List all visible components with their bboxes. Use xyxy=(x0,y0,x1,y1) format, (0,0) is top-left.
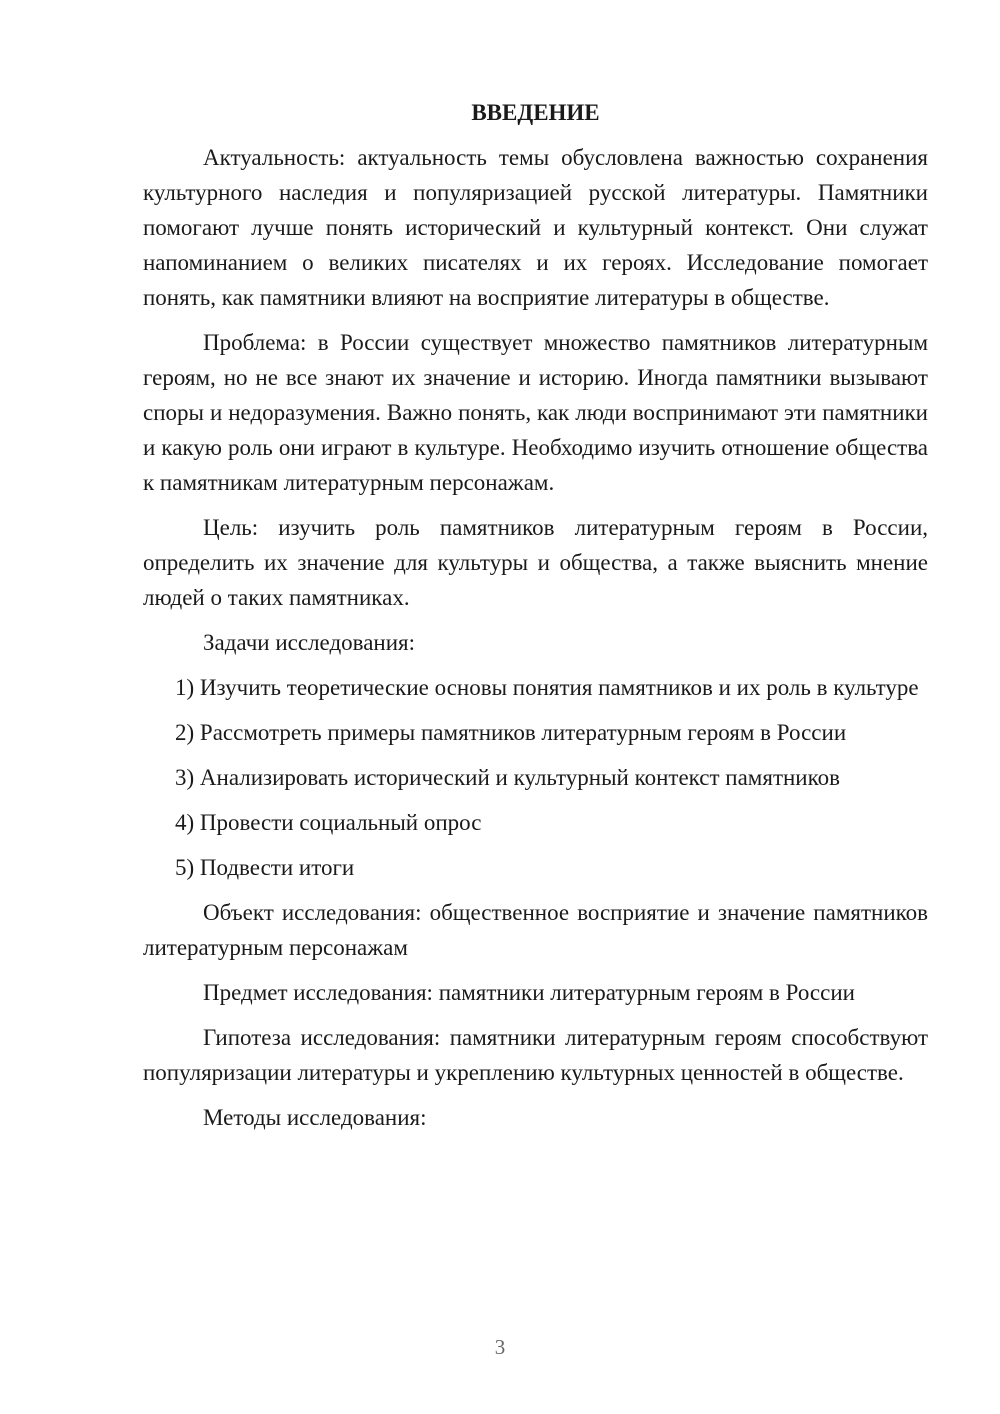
goal-paragraph: Цель: изучить роль памятников литературным героям в России, определить их значение для культуры и общества, а также выяснить мнение людей о таких памятниках. xyxy=(143,515,928,610)
task-item: 2) Рассмотреть примеры памятников литературным героям в России xyxy=(175,720,847,745)
task-item: 5) Подвести итоги xyxy=(175,855,355,880)
task-item: 4) Провести социальный опрос xyxy=(175,810,482,835)
page-content xyxy=(143,95,928,1145)
object-paragraph: Объект исследования: общественное восприятие и значение памятников литературным персонажам xyxy=(143,900,928,960)
task-item: 1) Изучить теоретические основы понятия памятников и их роль в культуре xyxy=(175,675,919,700)
problem-paragraph: Проблема: в России существует множество памятников литературным героям, но не все знают их значение и историю. Иногда памятники вызывают споры и недоразумения. Важно понять, как люди воспринимают эти памятники и какую роль они играют в культуре. Необходимо изучить отношение общества к памятникам литературным персонажам. xyxy=(143,330,928,495)
hypothesis-paragraph: Гипотеза исследования: памятники литературным героям способствуют популяризации литературы и укреплению культурных ценностей в обществе. xyxy=(143,1025,928,1085)
section-title: ВВЕДЕНИЕ xyxy=(471,100,600,125)
tasks-heading: Задачи исследования: xyxy=(203,630,416,655)
methods-heading: Методы исследования: xyxy=(203,1105,427,1130)
page-number: 3 xyxy=(494,1335,506,1359)
subject-paragraph: Предмет исследования: памятники литературным героям в России xyxy=(203,980,855,1005)
relevance-paragraph: Актуальность: актуальность темы обусловлена важностью сохранения культурного наследия и популяризацией русской литературы. Памятники помогают лучше понять исторический и культурный контекст. Они служат напоминанием о великих писателях и их героях. Исследование помогает понять, как памятники влияют на восприятие литературы в обществе. xyxy=(143,145,928,310)
task-item: 3) Анализировать исторический и культурный контекст памятников xyxy=(175,765,840,790)
